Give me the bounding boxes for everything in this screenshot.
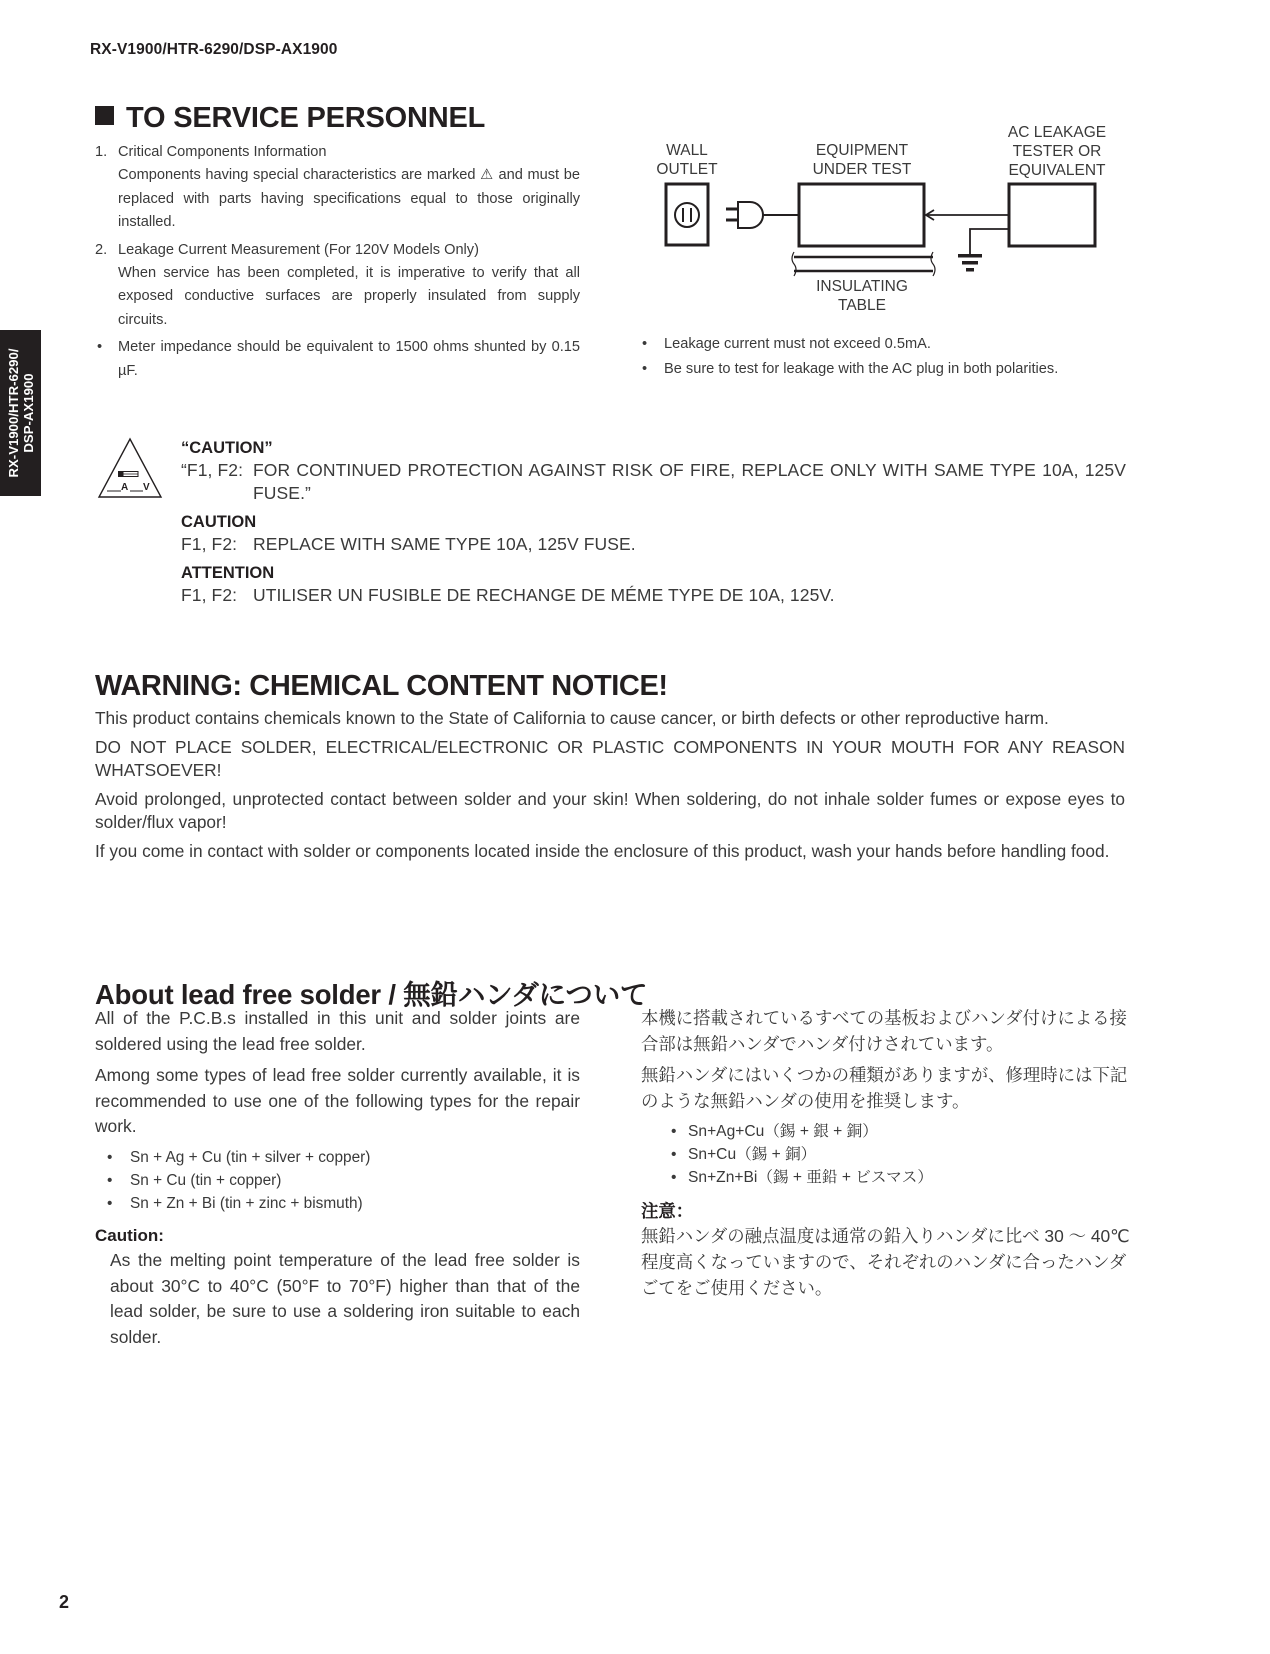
lead-free-caution-label-ja: 注意： bbox=[641, 1201, 694, 1222]
lead-free-paragraph: All of the P.C.B.s installed in this unit and solder joints are soldered using the lead free solder. bbox=[95, 1008, 580, 1054]
svg-text:EQUIPMENT: EQUIPMENT bbox=[815, 142, 909, 159]
attention-fuse-text: UTILISER UN FUSIBLE DE RECHANGE DE MÉME TYPE DE 10A, 125V. bbox=[253, 585, 835, 605]
side-tab bbox=[0, 330, 41, 496]
svg-text:AC LEAKAGE: AC LEAKAGE bbox=[1007, 124, 1107, 141]
caution-label: CAUTION bbox=[181, 513, 257, 531]
bullet-item: • Meter impedance should be equivalent to 1500 ohms shunted by 0.15 µF. bbox=[95, 336, 580, 383]
caution-fuse-text: FOR CONTINUED PROTECTION AGAINST RISK OF FIRE, REPLACE ONLY WITH SAME TYPE 10A, 125V FUSE.” bbox=[253, 460, 1126, 503]
solder-type-item: • Sn + Cu (tin + copper) bbox=[95, 1169, 580, 1192]
svg-text:TESTER OR: TESTER OR bbox=[1012, 143, 1102, 160]
item-number: 2. bbox=[95, 241, 108, 258]
lead-free-paragraph-ja: 無鉛ハンダにはいくつかの種類がありますが、修理時には下記のような無鉛ハンダの使用を推奨します。 bbox=[641, 1065, 1128, 1111]
lead-free-caution-label: Caution: bbox=[95, 1225, 164, 1245]
service-left-column bbox=[95, 141, 580, 383]
item-title: Leakage Current Measurement (For 120V Models Only) bbox=[118, 241, 479, 258]
service-right-bullets bbox=[640, 333, 1125, 384]
item-body: When service has been completed, it is imperative to verify that all exposed conductive surfaces are properly insulated from supply circuits. bbox=[118, 265, 580, 328]
solder-type-item-ja: • Sn+Cu（錫 + 銅） bbox=[641, 1143, 1131, 1166]
numbered-item bbox=[95, 141, 580, 235]
caution-text bbox=[181, 533, 1126, 556]
solder-type-item-ja: • Sn+Zn+Bi（錫 + 亜鉛 + ビスマス） bbox=[641, 1166, 1131, 1189]
wall-outlet-icon bbox=[666, 184, 708, 245]
fuse-caution-block bbox=[181, 437, 1126, 607]
svg-text:UNDER TEST: UNDER TEST bbox=[812, 161, 912, 178]
warning-paragraph: If you come in contact with solder or components located inside the enclosure of this product, wash your hands before handling food. bbox=[95, 841, 1110, 861]
warning-paragraph: Avoid prolonged, unprotected contact between solder and your skin! When soldering, do not inhale solder fumes or expose eyes to solder/flux vapor! bbox=[95, 789, 1125, 832]
warning-paragraph: This product contains chemicals known to the State of California to cause cancer, or birth defects or other reproductive harm. bbox=[95, 708, 1049, 728]
item-title: Critical Components Information bbox=[118, 144, 327, 160]
document-model-header: RX-V1900/HTR-6290/DSP-AX1900 bbox=[90, 41, 338, 58]
section-title-text: TO SERVICE PERSONNEL bbox=[126, 102, 486, 134]
svg-text:INSULATING: INSULATING bbox=[816, 278, 908, 295]
numbered-item bbox=[95, 239, 580, 333]
svg-text:EQUIVALENT: EQUIVALENT bbox=[1008, 162, 1106, 179]
section-title-service bbox=[95, 102, 485, 135]
equipment-label bbox=[813, 142, 912, 178]
solder-types-list-ja bbox=[641, 1120, 1131, 1189]
svg-text:OUTLET: OUTLET bbox=[656, 161, 718, 178]
leakage-tester-label bbox=[1008, 124, 1106, 179]
caution-fuse-text: REPLACE WITH SAME TYPE 10A, 125V FUSE. bbox=[253, 534, 636, 554]
fuse-warning-triangle-icon bbox=[97, 437, 163, 499]
bullet-item: • Be sure to test for leakage with the AC plug in both polarities. bbox=[640, 358, 1125, 381]
svg-text:A: A bbox=[121, 482, 129, 493]
side-tab-line-1: RX-V1900/HTR-6290/ bbox=[5, 348, 21, 478]
caution-quoted-label: “CAUTION” bbox=[181, 439, 273, 457]
lead-free-caution-body: As the melting point temperature of the lead free solder is about 30°C to 40°C (50°F to 70°F) higher than that of the lead solder, be sure to use a soldering iron suitable to each solder. bbox=[110, 1249, 580, 1347]
warning-paragraph: DO NOT PLACE SOLDER, ELECTRICAL/ELECTRONIC OR PLASTIC COMPONENTS IN YOUR MOUTH FOR ANY REASON WHATSOEVER! bbox=[95, 737, 1125, 780]
equipment-box bbox=[799, 184, 924, 246]
item-number: 1. bbox=[95, 144, 108, 160]
side-tab-label bbox=[6, 330, 36, 496]
attention-fuse-prefix: F1, F2: bbox=[181, 585, 238, 605]
attention-label: ATTENTION bbox=[181, 564, 275, 582]
probe-arrow-icon bbox=[926, 210, 1008, 256]
solder-type-item: • Sn + Zn + Bi (tin + zinc + bismuth) bbox=[95, 1192, 580, 1215]
insulating-table-label bbox=[816, 278, 908, 314]
item-body: Components having special characteristics are marked ⚠ and must be replaced with parts having specifications equal to those originally installed. bbox=[118, 167, 580, 231]
side-tab-line-2: DSP-AX1900 bbox=[20, 373, 36, 453]
lead-free-paragraph-ja: 本機に搭載されているすべての基板およびハンダ付けによる接合部は無鉛ハンダでハンダ付けされています。 bbox=[641, 1008, 1127, 1054]
caution-quoted-text bbox=[181, 459, 1126, 505]
solder-types-list bbox=[95, 1146, 580, 1215]
lead-free-title: About lead free solder / 無鉛ハンダについて bbox=[95, 979, 648, 1010]
svg-text:TABLE: TABLE bbox=[838, 297, 886, 314]
lead-free-paragraph: Among some types of lead free solder currently available, it is recommended to use one of the following types for the repair work. bbox=[95, 1065, 580, 1137]
caution-fuse-prefix: F1, F2: bbox=[181, 534, 238, 554]
chemical-warning-body bbox=[95, 707, 1125, 869]
lead-free-english-column bbox=[95, 1006, 580, 1350]
attention-text bbox=[181, 584, 1126, 607]
leakage-tester-box bbox=[1009, 184, 1095, 246]
caution-fuse-prefix: “F1, F2: bbox=[181, 460, 244, 480]
chemical-warning-title: WARNING: CHEMICAL CONTENT NOTICE! bbox=[95, 670, 668, 702]
solder-type-item-ja: • Sn+Ag+Cu（錫 + 銀 + 銅） bbox=[641, 1120, 1131, 1143]
lead-free-caution-body-ja: 無鉛ハンダの融点温度は通常の鉛入りハンダに比べ 30 ～ 40℃程度高くなっていますので、それぞれのハンダに合ったハンダごてをご使用ください。 bbox=[641, 1226, 1130, 1298]
bullet-item: • Leakage current must not exceed 0.5mA. bbox=[640, 333, 1125, 356]
insulating-table-icon bbox=[792, 252, 935, 276]
page-number: 2 bbox=[59, 1592, 70, 1612]
solder-type-item: • Sn + Ag + Cu (tin + silver + copper) bbox=[95, 1146, 580, 1169]
leakage-test-diagram bbox=[640, 120, 1120, 320]
svg-text:V: V bbox=[143, 482, 150, 493]
square-bullet-icon bbox=[95, 106, 114, 125]
ac-plug-icon bbox=[726, 202, 798, 228]
ground-icon bbox=[958, 254, 982, 272]
lead-free-japanese-column bbox=[641, 1006, 1131, 1301]
svg-text:WALL: WALL bbox=[666, 142, 708, 159]
wall-outlet-label bbox=[656, 142, 718, 178]
